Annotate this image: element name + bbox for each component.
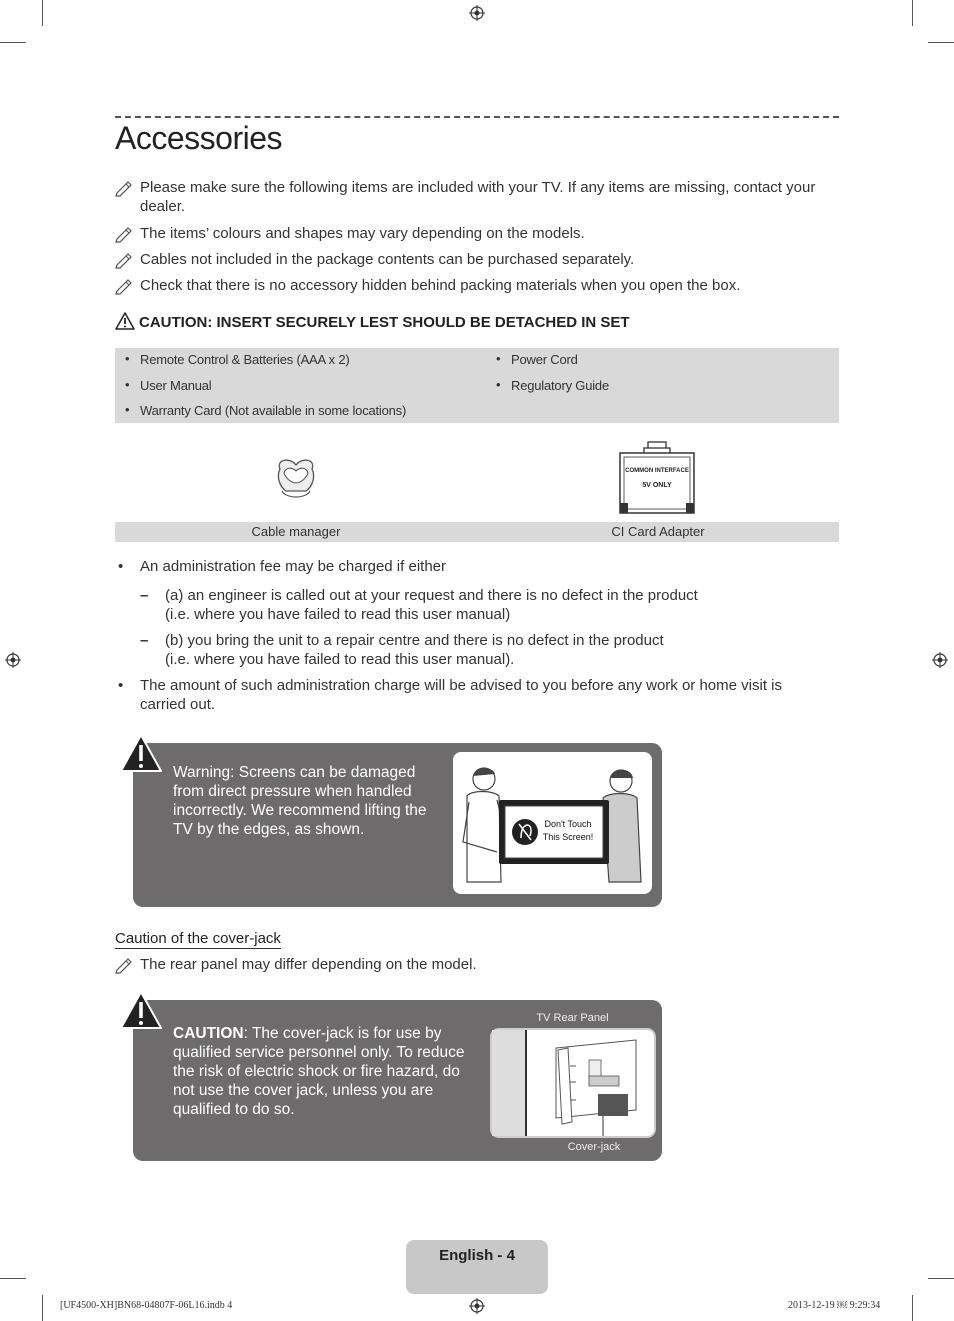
section-title: Caution of the cover-jack [115, 930, 281, 947]
tv-rear-panel-image [492, 1030, 654, 1136]
ci-card-adapter-image [618, 441, 696, 515]
lifting-tv-image [453, 752, 652, 894]
crop-mark [0, 42, 26, 43]
note-item [115, 224, 845, 243]
crop-mark [912, 1295, 913, 1321]
cover-jack-caution-text [173, 1024, 465, 1119]
note-item [115, 276, 845, 295]
list-item: • Power Cord [511, 352, 578, 367]
note-item [115, 178, 845, 216]
print-slug-right: 2013-12-19 ￼ 9:29:34 [788, 1300, 881, 1311]
title-divider [115, 116, 839, 118]
admin-fee-intro: • An administration fee may be charged if either [140, 557, 446, 576]
pencil-note-icon [115, 250, 135, 269]
cable-manager-image [272, 455, 320, 503]
admin-fee-item-a-line: – (a) an engineer is called out at your request and there is no defect in the product [165, 587, 698, 604]
caution-heading [115, 312, 630, 331]
warning-triangle-icon [119, 990, 163, 1030]
admin-fee-item-a-line: (i.e. where you have failed to read this user manual) [165, 606, 511, 623]
caution-heading-text: CAUTION: INSERT SECURELY LEST SHOULD BE DETACHED IN SET [139, 314, 630, 331]
list-item: • User Manual [140, 378, 212, 393]
note-item [115, 250, 845, 269]
page-title: Accessories [115, 120, 282, 156]
cover-jack-label: Cover-jack [567, 1141, 621, 1153]
registration-mark-icon [5, 652, 21, 668]
page-number: English - 4 [439, 1247, 515, 1264]
pencil-note-icon [115, 955, 135, 974]
lifting-tv-illustration [453, 752, 652, 894]
crop-mark [928, 42, 954, 43]
note-item [115, 955, 845, 974]
admin-fee-item-a [165, 586, 698, 624]
note-text: Cables not included in the package contents can be purchased separately. [140, 251, 635, 268]
registration-mark-icon [469, 1298, 485, 1314]
caution-label: CAUTION [173, 1025, 244, 1042]
warning-triangle-icon [119, 733, 163, 773]
note-text: The rear panel may differ depending on the model. [140, 956, 477, 973]
warning-panel [133, 743, 662, 907]
caution-body: : The cover-jack is for use by qualified service personnel only. To reduce the risk of electric shock or fire hazard, do not use the cover jack, unless you are qualified to do so. [173, 1025, 465, 1118]
admin-fee-item-b-line: (i.e. where you have failed to read this user manual). [165, 651, 515, 668]
note-text: Check that there is no accessory hidden behind packing materials when you open the box. [140, 277, 741, 294]
tv-rear-panel-label: TV Rear Panel [536, 1012, 609, 1024]
tv-rear-panel-illustration [490, 1028, 656, 1138]
warning-text: Warning: Screens can be damaged from direct pressure when handled incorrectly. We recommend lifting the TV by the edges, as shown. [173, 764, 427, 838]
note-text: Please make sure the following items are included with your TV. If any items are missing, contact your dealer. [140, 179, 816, 215]
admin-fee-item-b-line: – (b) you bring the unit to a repair centre and there is no defect in the product [165, 632, 664, 649]
print-slug-left: [UF4500-XH]BN68-04807F-06L16.indb 4 [60, 1300, 233, 1311]
ci-card-label: COMMON INTERFACE [625, 468, 689, 474]
crop-mark [928, 1278, 954, 1279]
cable-manager-caption: Cable manager [251, 524, 341, 539]
crop-mark [42, 0, 43, 26]
list-item: • Remote Control & Batteries (AAA x 2) [140, 352, 350, 367]
cover-jack-caution-panel [133, 1000, 662, 1161]
ci-card-caption: CI Card Adapter [611, 524, 705, 539]
crop-mark [912, 0, 913, 26]
note-text: The items’ colours and shapes may vary depending on the models. [140, 225, 585, 242]
crop-mark [42, 1295, 43, 1321]
dont-touch-sign-line: Don't Touch [544, 819, 592, 829]
admin-fee-item-b [165, 631, 664, 669]
list-item: • Regulatory Guide [511, 378, 609, 393]
dont-touch-sign-line: This Screen! [542, 832, 594, 842]
pencil-note-icon [115, 276, 135, 295]
warning-triangle-icon [115, 312, 135, 330]
registration-mark-icon [932, 652, 948, 668]
pencil-note-icon [115, 224, 135, 243]
list-item: • Warranty Card (Not available in some locations) [140, 403, 406, 418]
admin-fee-amount: • The amount of such administration charge will be advised to you before any work or home visit is carried out. [140, 676, 820, 714]
crop-mark [0, 1278, 26, 1279]
ci-card-label: 5V ONLY [642, 482, 672, 489]
pencil-note-icon [115, 178, 135, 197]
registration-mark-icon [469, 5, 485, 21]
